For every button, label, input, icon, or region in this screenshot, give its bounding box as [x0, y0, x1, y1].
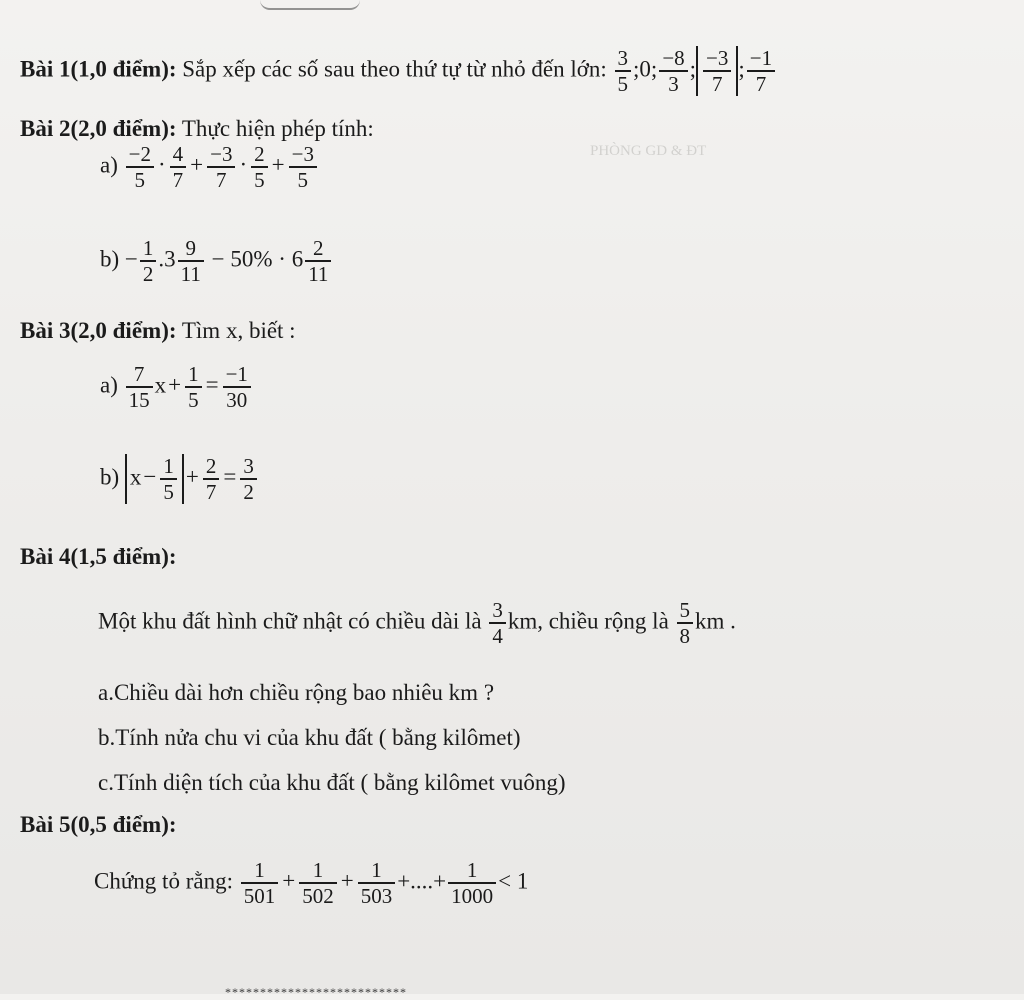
bai1-number-1: $\frac{3}{5}$ — [615, 46, 632, 96]
bai3-line — [20, 318, 296, 344]
bai4-line — [20, 544, 177, 570]
bai2-line — [20, 116, 374, 142]
width-fraction: $\frac{5}{8}$ — [677, 598, 694, 648]
bai2-text: Thực hiện phép tính: — [181, 116, 374, 141]
fraction: $\frac{-3}{7}$ — [207, 142, 235, 192]
bai2-heading: Bài 2(2,0 điểm): — [20, 116, 177, 141]
bai3-a-label: a) — [100, 372, 118, 398]
bai1-text: Sắp xếp các số sau theo thứ tự từ nhỏ đến lớn: — [182, 56, 607, 82]
bai1-number-3: $\frac{-8}{3}$ — [659, 46, 687, 96]
bai3-heading: Bài 3(2,0 điểm): — [20, 318, 177, 343]
bai1-number-5: $\frac{-1}{7}$ — [747, 46, 775, 96]
fraction: $\frac{1}{5}$ — [185, 362, 202, 412]
mixed-number: 3 $\frac{9}{11}$ — [164, 236, 206, 286]
length-fraction: $\frac{3}{4}$ — [489, 598, 506, 648]
fraction: $\frac{3}{2}$ — [240, 454, 257, 504]
bleed-through-text: PHÒNG GD & ĐT — [590, 143, 707, 159]
footer-stars: ************************** — [225, 985, 407, 999]
bai1-line: Bài 1(1,0 điểm): Sắp xếp các số sau theo thứ tự từ nhỏ đến lớn: $\frac{3}{5}$ ;0; $\frac{-8}{3}$ ; $\frac{-3}{7}$ ; $\frac{-1}{7}$ — [20, 46, 777, 96]
bai2-a: a) $\frac{-2}{5}$ · $\frac{4}{7}$ + $\frac{-3}{7}$ · $\frac{2}{5}$ + $\frac{-3}{5}$ — [100, 142, 319, 192]
bai1-number-2: 0 — [639, 56, 651, 82]
fraction: $\frac{-3}{5}$ — [289, 142, 317, 192]
fraction: $\frac{7}{15}$ — [126, 362, 153, 412]
fraction: $\frac{1}{2}$ — [140, 236, 157, 286]
bai3-text: Tìm x, biết : — [181, 318, 296, 343]
bai4-question-a: a.Chiều dài hơn chiều rộng bao nhiêu km ? — [98, 680, 495, 705]
mixed-number: 6 $\frac{2}{11}$ — [292, 236, 334, 286]
fraction: $\frac{-1}{30}$ — [223, 362, 251, 412]
fraction: $\frac{-2}{5}$ — [126, 142, 154, 192]
bai4-heading: Bài 4(1,5 điểm): — [20, 544, 177, 569]
bai2-b: b) − $\frac{1}{2}$ .3 $\frac{9}{11}$ − 50% · 6 $\frac{2}{11}$ — [100, 236, 333, 286]
bai3-a: a) $\frac{7}{15}$ x+ $\frac{1}{5}$ = $\frac{-1}{30}$ — [100, 362, 253, 412]
fraction: $\frac{2}{5}$ — [251, 142, 268, 192]
bai5-inequality: Chứng tỏ rằng: $\frac{1}{501}$ + $\frac{1}{502}$ + $\frac{1}{503}$ +....+ $\frac{1}{1000}$ < 1 — [94, 858, 529, 909]
fraction: $\frac{2}{7}$ — [203, 454, 220, 504]
bai4-intro: Một khu đất hình chữ nhật có chiều dài là $\frac{3}{4}$ km, chiều rộng là $\frac{5}{8}$ km . — [98, 598, 736, 649]
fraction: $\frac{1}{1000}$ — [448, 858, 496, 908]
absolute-value: x− $\frac{1}{5}$ — [125, 454, 184, 504]
fraction: $\frac{1}{502}$ — [299, 858, 337, 908]
bai1-number-4-abs: $\frac{-3}{7}$ — [696, 46, 738, 96]
fraction: $\frac{4}{7}$ — [170, 142, 187, 192]
bleed-through-grid — [600, 300, 604, 317]
fraction: $\frac{1}{501}$ — [241, 858, 279, 908]
bai1-heading: Bài 1(1,0 điểm): — [20, 56, 177, 82]
top-decoration — [260, 0, 360, 10]
bai5-heading: Bài 5(0,5 điểm): — [20, 812, 177, 837]
bai2-a-label: a) — [100, 152, 118, 178]
bai5-line — [20, 812, 177, 838]
bai4-question-b: b.Tính nửa chu vi của khu đất ( bằng kilômet) — [98, 725, 521, 750]
bai3-b: b) x− $\frac{1}{5}$ + $\frac{2}{7}$ = $\frac{3}{2}$ — [100, 454, 259, 504]
bai4-question-c: c.Tính diện tích của khu đất ( bằng kilômet vuông) — [98, 770, 566, 795]
bai2-b-label: b) — [100, 246, 120, 272]
fraction: $\frac{1}{503}$ — [358, 858, 396, 908]
bai3-b-label: b) — [100, 464, 120, 490]
